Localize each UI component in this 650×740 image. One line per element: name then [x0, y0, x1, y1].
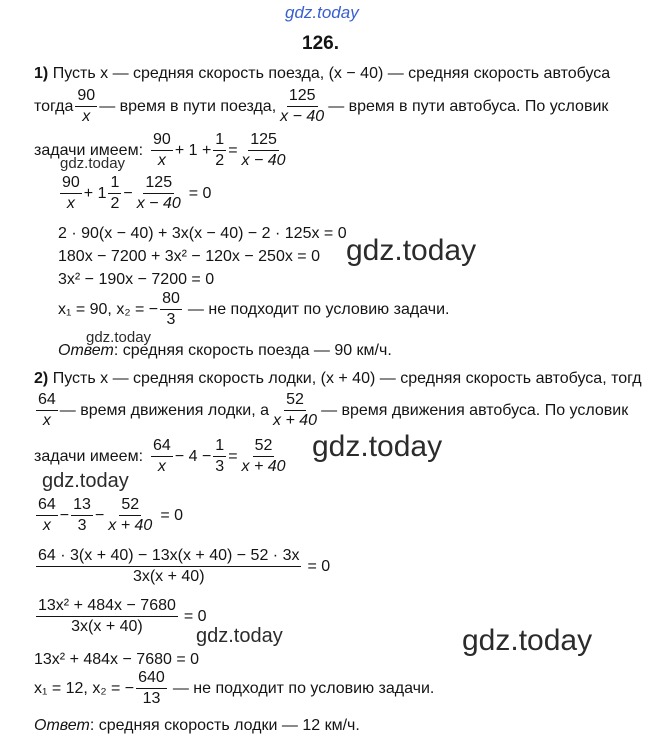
- fraction: [240, 132, 288, 169]
- fraction: [213, 438, 226, 475]
- answer-text: : средняя скорость поезда — 90 км/ч.: [113, 342, 392, 359]
- fraction: [135, 175, 183, 212]
- part2-line1: [34, 371, 642, 387]
- fraction: [71, 497, 93, 534]
- denominator: x: [82, 108, 91, 125]
- watermark: gdz.today: [462, 624, 593, 657]
- part2-line2: [34, 392, 628, 429]
- roots-suffix: — не подходит по условию задачи.: [187, 300, 450, 318]
- denominator: 3x(x + 40): [132, 568, 205, 585]
- denominator: 2: [110, 195, 120, 212]
- watermark: gdz.today: [312, 430, 443, 463]
- equation-tail: = 0: [183, 607, 207, 625]
- numerator: 64: [151, 438, 173, 457]
- operator: −: [59, 506, 70, 524]
- denominator: 3: [215, 458, 225, 475]
- fraction: [36, 598, 178, 635]
- operator: −: [94, 506, 105, 524]
- answer-label: Ответ: [58, 342, 114, 359]
- part1-eq4: 180x − 7200 + 3x² − 120x − 250x = 0: [58, 248, 320, 265]
- fraction: [106, 497, 154, 534]
- watermark: gdz.today: [42, 470, 129, 492]
- fraction: [36, 548, 301, 585]
- answer-text: : средняя скорость лодки — 12 км/ч.: [89, 717, 360, 734]
- numerator: 90: [151, 132, 173, 151]
- operator: + 1 +: [174, 141, 212, 159]
- operator: =: [228, 447, 238, 465]
- roots-prefix: x₁ = 90, x₂ = −: [58, 300, 159, 318]
- denominator: x + 40: [108, 517, 153, 534]
- fraction: [160, 291, 182, 328]
- denominator: x: [42, 517, 51, 534]
- fraction: [136, 670, 167, 707]
- numerator: 90: [60, 175, 82, 194]
- part1-line2: [34, 88, 608, 125]
- numerator: 1: [108, 175, 121, 194]
- part2-answer: [34, 718, 360, 734]
- denominator: 3x(x + 40): [71, 618, 143, 635]
- equation-tail: = 0: [188, 184, 212, 202]
- operator: −: [123, 184, 133, 202]
- part1-eq2-line: [58, 175, 211, 212]
- watermark: gdz.today: [346, 234, 477, 267]
- fraction: [36, 497, 58, 534]
- part2-eq4-line: [34, 598, 207, 635]
- denominator: 3: [77, 517, 87, 534]
- equation-tail: = 0: [307, 557, 331, 575]
- part2-eq2-line: [34, 497, 183, 534]
- denominator: x: [66, 195, 75, 212]
- denominator: 13: [142, 690, 161, 707]
- numerator: 1: [213, 438, 226, 457]
- part2-number: 2): [34, 370, 49, 387]
- numerator: 64: [36, 497, 58, 516]
- part1-roots: [58, 291, 449, 328]
- numerator: 90: [75, 88, 97, 107]
- denominator: x + 40: [273, 412, 318, 429]
- numerator: 64 · 3(x + 40) − 13x(x + 40) − 52 · 3x: [36, 548, 301, 567]
- part2-roots: [34, 670, 434, 707]
- part1-line1: [34, 66, 610, 82]
- part1-line3-prefix: задачи имеем:: [34, 141, 144, 159]
- denominator: 3: [166, 311, 176, 328]
- part1-number: 1): [34, 65, 49, 82]
- fraction: [271, 392, 319, 429]
- equation-tail: = 0: [160, 506, 183, 524]
- part1-line2-mid: — время в пути поезда,: [99, 97, 277, 115]
- watermark: gdz.today: [196, 625, 283, 647]
- numerator: 125: [248, 132, 279, 151]
- denominator: x: [157, 458, 166, 475]
- denominator: x − 40: [280, 108, 325, 125]
- numerator: 80: [160, 291, 182, 310]
- denominator: x − 40: [136, 195, 181, 212]
- numerator: 52: [253, 438, 275, 457]
- numerator: 125: [143, 175, 174, 194]
- part1-line2-suffix: — время в пути автобуса. По условик: [328, 97, 609, 115]
- fraction: [36, 392, 58, 429]
- numerator: 1: [213, 132, 226, 151]
- part2-line2-mid: — время движения лодки, а: [59, 401, 270, 419]
- denominator: x + 40: [241, 458, 286, 475]
- part1-eq3: 2 · 90(x − 40) + 3x(x − 40) − 2 · 125x = 0: [58, 225, 347, 242]
- operator: − 4 −: [174, 447, 212, 465]
- denominator: x: [42, 412, 51, 429]
- part2-eq3-line: [34, 548, 330, 585]
- denominator: x − 40: [241, 152, 286, 169]
- part2-line2-suffix: — время движения автобуса. По условик: [321, 401, 629, 419]
- numerator: 52: [119, 497, 141, 516]
- operator: =: [228, 141, 238, 159]
- numerator: 640: [136, 670, 167, 689]
- answer-label: Ответ: [34, 717, 90, 734]
- denominator: x: [157, 152, 166, 169]
- numerator: 125: [287, 88, 318, 107]
- operator: + 1: [83, 184, 107, 202]
- fraction: [75, 88, 97, 125]
- site-header: gdz.today: [285, 3, 359, 22]
- part2-eq5: 13x² + 484x − 7680 = 0: [34, 651, 200, 668]
- watermark: gdz.today: [86, 329, 152, 346]
- fraction: [60, 175, 82, 212]
- fraction: [278, 88, 326, 125]
- part2-line1-text: Пусть x — средняя скорость лодки, (x + 40) — средняя скорость автобуса, тогд: [52, 370, 642, 387]
- part1-line2-prefix: тогда: [34, 97, 74, 115]
- fraction: [240, 438, 288, 475]
- part1-eq5: 3x² − 190x − 7200 = 0: [58, 271, 215, 288]
- fraction: [213, 132, 226, 169]
- part2-line3-prefix: задачи имеем:: [34, 447, 144, 465]
- denominator: 2: [215, 152, 225, 169]
- roots-suffix: — не подходит по условию задачи.: [172, 679, 435, 697]
- part1-line1-text: Пусть x — средняя скорость поезда, (x − 40) — средняя скорость автобуса: [52, 65, 611, 82]
- fraction: [151, 438, 173, 475]
- numerator: 52: [284, 392, 306, 411]
- fraction: [151, 132, 173, 169]
- numerator: 13: [71, 497, 93, 516]
- task-number: 126.: [302, 33, 339, 54]
- fraction: [108, 175, 121, 212]
- numerator: 13x² + 484x − 7680: [36, 598, 178, 617]
- numerator: 64: [36, 392, 58, 411]
- roots-prefix: x₁ = 12, x₂ = −: [34, 679, 135, 697]
- watermark: gdz.today: [60, 155, 126, 172]
